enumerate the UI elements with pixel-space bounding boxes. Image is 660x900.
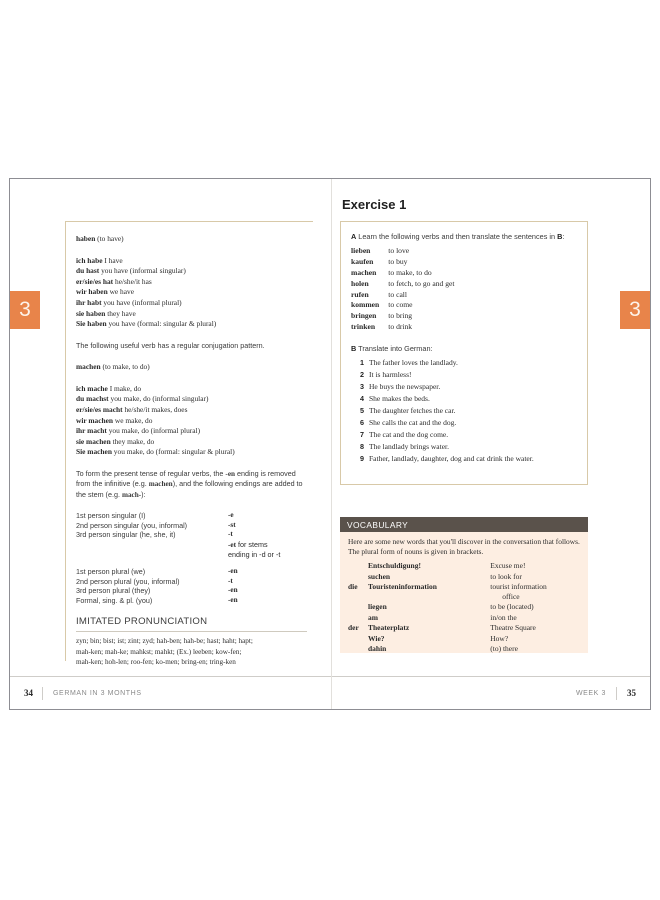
left-content-box: [65, 221, 313, 667]
page-number-left: 34: [24, 687, 43, 700]
rule-text-part: ):: [141, 489, 146, 499]
pronunciation-body: [76, 636, 307, 667]
vocab-word: Theaterplatz: [368, 623, 410, 633]
endings-value: [228, 596, 307, 606]
vocabulary-row: [348, 582, 580, 602]
endings-description: 1st person singular (I): [76, 511, 146, 521]
vocab-article: die: [348, 582, 358, 592]
sentence-row: [351, 418, 534, 430]
verb-row: [351, 290, 454, 301]
ending-suffix: -t: [228, 530, 233, 539]
conjugation-row: [76, 266, 307, 277]
endings-value: [228, 530, 307, 540]
pronunciation-divider: [76, 631, 307, 632]
verb-row: [351, 279, 454, 290]
verb-german: bringen: [351, 311, 377, 321]
vocab-word: Touristeninformation: [368, 582, 437, 592]
ending-note: for stems: [235, 539, 268, 549]
sentence-text: She calls the cat and the dog.: [369, 418, 457, 428]
sentence-row: [351, 442, 534, 454]
endings-row: [76, 596, 307, 606]
conjugation-row: [76, 309, 307, 320]
conjugation-english: you have (informal singular): [101, 266, 186, 276]
rule-emphasis: machen: [148, 480, 173, 489]
sentence-number: 5: [360, 406, 364, 416]
section-label-footer: WEEK 3: [575, 689, 606, 697]
conjugation-row: [76, 277, 307, 288]
conjugation-german: du machst: [76, 394, 109, 404]
endings-row: [76, 540, 307, 550]
haben-gloss: (to have): [97, 234, 124, 243]
sentence-row: [351, 358, 534, 370]
vocab-word: Wie?: [368, 633, 385, 643]
verb-german: lieben: [351, 246, 371, 256]
verb-row: [351, 311, 454, 322]
sentence-row: [351, 430, 534, 442]
verb-row: [351, 246, 454, 257]
verb-english: to call: [388, 289, 408, 299]
exercise-box: [340, 221, 588, 485]
endings-description: 2nd person singular (you, informal): [76, 520, 188, 530]
conjugation-german: er/sie/es hat: [76, 276, 114, 286]
conjugation-row: [76, 256, 307, 267]
conjugation-german: Sie haben: [76, 319, 107, 329]
vocab-word: dahin: [368, 643, 387, 653]
endings-row: [76, 586, 307, 596]
conjugation-row: [76, 287, 307, 298]
vocab-article: [348, 572, 368, 582]
endings-row: [76, 511, 307, 521]
bridge-paragraph: The following useful verb has a regular conjugation pattern.: [76, 340, 265, 350]
conjugation-row: [76, 437, 307, 448]
conjugation-english: I have: [104, 255, 123, 265]
sentence-text: It is harmless!: [369, 370, 412, 380]
vocab-english: Excuse me!: [490, 561, 526, 571]
conjugation-german: Sie machen: [76, 447, 112, 457]
vocab-english: [490, 582, 580, 602]
conjugation-german: du hast: [76, 266, 100, 276]
imitated-pronunciation-heading: IMITATED PRONUNCIATION: [76, 616, 208, 628]
exercise-verb-list: [351, 246, 454, 332]
vocabulary-row: [348, 623, 580, 633]
rule-text-part: ), and the following endings are added to the stem (e.g.: [76, 479, 303, 499]
exercise-part-b-intro: [351, 344, 579, 354]
haben-headword-line: [76, 234, 307, 245]
verb-german: trinken: [351, 321, 376, 331]
endings-value: [228, 511, 307, 521]
conjugation-german: wir haben: [76, 287, 108, 297]
vocab-english: to look for: [490, 571, 522, 581]
chapter-tab-right: 3: [620, 291, 650, 329]
sentence-number: 2: [360, 370, 364, 380]
verb-english: to fetch, to go and get: [388, 278, 455, 288]
ending-note: ending in -d or -t: [228, 549, 281, 559]
endings-description: Formal, sing. & pl. (you): [76, 595, 153, 605]
right-page: [331, 179, 650, 709]
verb-row: [351, 300, 454, 311]
book-page-spread: [9, 178, 651, 710]
vocab-word: Entschuldigung!: [368, 561, 421, 571]
conjugation-german: er/sie/es macht: [76, 404, 123, 414]
verb-german: holen: [351, 278, 369, 288]
sentence-number: 3: [360, 382, 364, 392]
exercise-title: Exercise 1: [342, 197, 407, 212]
sentence-text: The daughter fetches the car.: [369, 406, 456, 416]
sentence-number: 7: [360, 430, 364, 440]
vocab-article: [348, 644, 368, 654]
verb-english: to bring: [388, 311, 413, 321]
vocabulary-intro: Here are some new words that you'll discover in the conversation that follows. The plural form of nouns is given in brackets.: [348, 537, 580, 557]
vocabulary-row: [348, 644, 580, 654]
sentence-number: 4: [360, 394, 364, 404]
conjugation-english: they make, do: [112, 436, 155, 446]
ending-suffix: -st: [228, 520, 236, 529]
vocabulary-content: [340, 532, 588, 654]
endings-value: [228, 577, 307, 587]
sentence-number: 8: [360, 442, 364, 452]
vocabulary-heading: VOCABULARY: [340, 517, 588, 532]
conjugation-german: sie machen: [76, 436, 111, 446]
exercise-part-a-intro: [351, 232, 579, 242]
vocab-article: [348, 561, 368, 571]
pronunciation-line: zyn; bin; bist; ist; zint; zyd; hah-ben; hah-be; hast; haht; hapt;: [76, 637, 253, 646]
conjugation-german: ich mache: [76, 383, 108, 393]
sentence-text: He buys the newspaper.: [369, 382, 441, 392]
vocab-article: [348, 613, 368, 623]
verb-english: to drink: [388, 321, 413, 331]
vocabulary-row: [348, 561, 580, 571]
endings-description: [76, 550, 228, 560]
sentence-text: She makes the beds.: [369, 394, 430, 404]
sentence-row: [351, 454, 534, 466]
endings-description: 1st person plural (we): [76, 567, 146, 577]
vocabulary-row: [348, 634, 580, 644]
vocabulary-table: [348, 561, 580, 654]
endings-description: 2nd person plural (you, informal): [76, 576, 180, 586]
sentence-number: 9: [360, 454, 364, 464]
conjugation-english: they have: [107, 308, 136, 318]
conjugation-row: [76, 394, 307, 405]
sentence-number: 6: [360, 418, 364, 428]
endings-row: [76, 521, 307, 531]
present-tense-rule-paragraph: [76, 469, 307, 500]
conjugation-german: ihr habt: [76, 297, 102, 307]
pronunciation-line: mah-ken; mah-ke; mahkst; mahkt; (Ex.) leeben; kow-fen;: [76, 647, 242, 656]
vocabulary-row: [348, 602, 580, 612]
ending-suffix: -en: [228, 586, 238, 595]
verb-endings-table-singular: [76, 511, 307, 559]
sentence-text: The father loves the landlady.: [369, 358, 458, 368]
vocab-english: to be (located): [490, 602, 534, 612]
part-a-text: Learn the following verbs and then translate the sentences in: [356, 232, 558, 241]
verb-row: [351, 322, 454, 333]
vocab-word: am: [368, 612, 378, 622]
verb-endings-table-plural: [76, 567, 307, 605]
left-page: [10, 179, 331, 709]
ending-suffix: -en: [228, 567, 238, 576]
verb-english: to love: [388, 246, 410, 256]
rule-text-part: ending is removed from the infinitive (e.g.: [76, 468, 296, 489]
right-page-footer: [332, 676, 650, 709]
conjugation-row: [76, 416, 307, 427]
verb-german: kaufen: [351, 257, 374, 267]
sentence-row: [351, 394, 534, 406]
ending-suffix: -en: [228, 595, 238, 604]
conjugation-english: you have (informal plural): [103, 297, 182, 307]
sentence-text: The landlady brings water.: [369, 442, 449, 452]
haben-conjugation-list: [76, 256, 307, 330]
conjugation-row: [76, 426, 307, 437]
conjugation-english: I make, do: [109, 383, 142, 393]
conjugation-english: we make, do: [114, 415, 153, 425]
chapter-tab-left: 3: [10, 291, 40, 329]
page-number-right: 35: [616, 687, 636, 700]
verb-german: kommen: [351, 300, 380, 310]
sentence-text: Father, landlady, daughter, dog and cat drink the water.: [369, 454, 534, 464]
sentence-text: The cat and the dog come.: [369, 430, 449, 440]
machen-gloss: (to make, to do): [102, 362, 150, 372]
vocab-article: [348, 602, 368, 612]
conjugation-row: [76, 384, 307, 395]
vocab-english-line: tourist information: [490, 582, 547, 592]
endings-row: [76, 530, 307, 540]
vocab-english: How?: [490, 633, 509, 643]
endings-value: [228, 586, 307, 596]
part-b-reference: B: [557, 232, 563, 241]
conjugation-english: he/she/it makes, does: [124, 404, 188, 414]
vocabulary-row: [348, 572, 580, 582]
verb-row: [351, 268, 454, 279]
conjugation-row: [76, 447, 307, 458]
book-title-footer: GERMAN IN 3 MONTHS: [53, 689, 142, 697]
part-a-label: A: [351, 232, 357, 241]
vocab-english-line-2: office: [502, 591, 520, 601]
conjugation-english: he/she/it has: [115, 276, 152, 286]
ending-suffix: -e: [228, 511, 234, 520]
endings-description: [76, 540, 228, 550]
sentence-row: [351, 406, 534, 418]
left-page-footer: [10, 676, 331, 709]
endings-value: [228, 550, 307, 560]
sentence-number: 1: [360, 358, 364, 368]
vocab-word: liegen: [368, 602, 387, 612]
conjugation-english: you make, do (formal: singular & plural): [113, 447, 235, 457]
endings-value: [228, 567, 307, 577]
machen-conjugation-list: [76, 384, 307, 458]
exercise-sentence-list: [351, 358, 534, 466]
ending-suffix: -et: [228, 540, 236, 549]
conjugation-english: you make, do (informal plural): [108, 426, 201, 436]
sentence-row: [351, 370, 534, 382]
vocabulary-box: [340, 517, 588, 653]
rule-emphasis: -en: [225, 469, 236, 478]
haben-headword: haben: [76, 234, 96, 243]
endings-description: 3rd person plural (they): [76, 586, 151, 596]
endings-value: [228, 540, 307, 550]
conjugation-german: sie haben: [76, 308, 106, 318]
endings-value: [228, 521, 307, 531]
verb-german: rufen: [351, 289, 369, 299]
rule-text-part: To form the present tense of regular verbs, the: [76, 468, 226, 478]
conjugation-german: ihr macht: [76, 426, 107, 436]
vocab-word: suchen: [368, 571, 391, 581]
conjugation-row: [76, 319, 307, 330]
conjugation-english: you make, do (informal singular): [110, 394, 209, 404]
endings-row: [76, 550, 307, 560]
part-b-text: Translate into German:: [356, 343, 433, 353]
vocab-english: in/on the: [490, 612, 517, 622]
conjugation-german: ich habe: [76, 255, 103, 265]
ending-suffix: -t: [228, 576, 233, 585]
endings-row: [76, 567, 307, 577]
endings-description: 3rd person singular (he, she, it): [76, 530, 176, 540]
pronunciation-line: mah-ken; hoh-len; roo-fen; ko-men; bring-en; tring-ken: [76, 658, 236, 667]
endings-row: [76, 577, 307, 587]
part-b-label: B: [351, 343, 357, 353]
conjugation-row: [76, 405, 307, 416]
verb-english: to buy: [388, 257, 408, 267]
vocabulary-row: [348, 613, 580, 623]
machen-headword: machen: [76, 362, 101, 372]
conjugation-row: [76, 298, 307, 309]
verb-english: to come: [388, 300, 413, 310]
verb-english: to make, to do: [388, 268, 432, 277]
verb-german: machen: [351, 268, 377, 277]
conjugation-german: wir machen: [76, 415, 114, 425]
verb-row: [351, 257, 454, 268]
part-a-text: :: [562, 232, 565, 241]
machen-headword-line: [76, 362, 307, 373]
sentence-row: [351, 382, 534, 394]
vocab-english: Theatre Square: [490, 623, 536, 633]
conjugation-english: you have (formal: singular & plural): [108, 319, 217, 329]
vocab-article: der: [348, 623, 359, 633]
conjugation-english: we have: [109, 287, 134, 297]
vocab-article: [348, 634, 368, 644]
rule-emphasis: mach-: [121, 490, 142, 499]
vocab-english: (to) there: [490, 643, 518, 653]
